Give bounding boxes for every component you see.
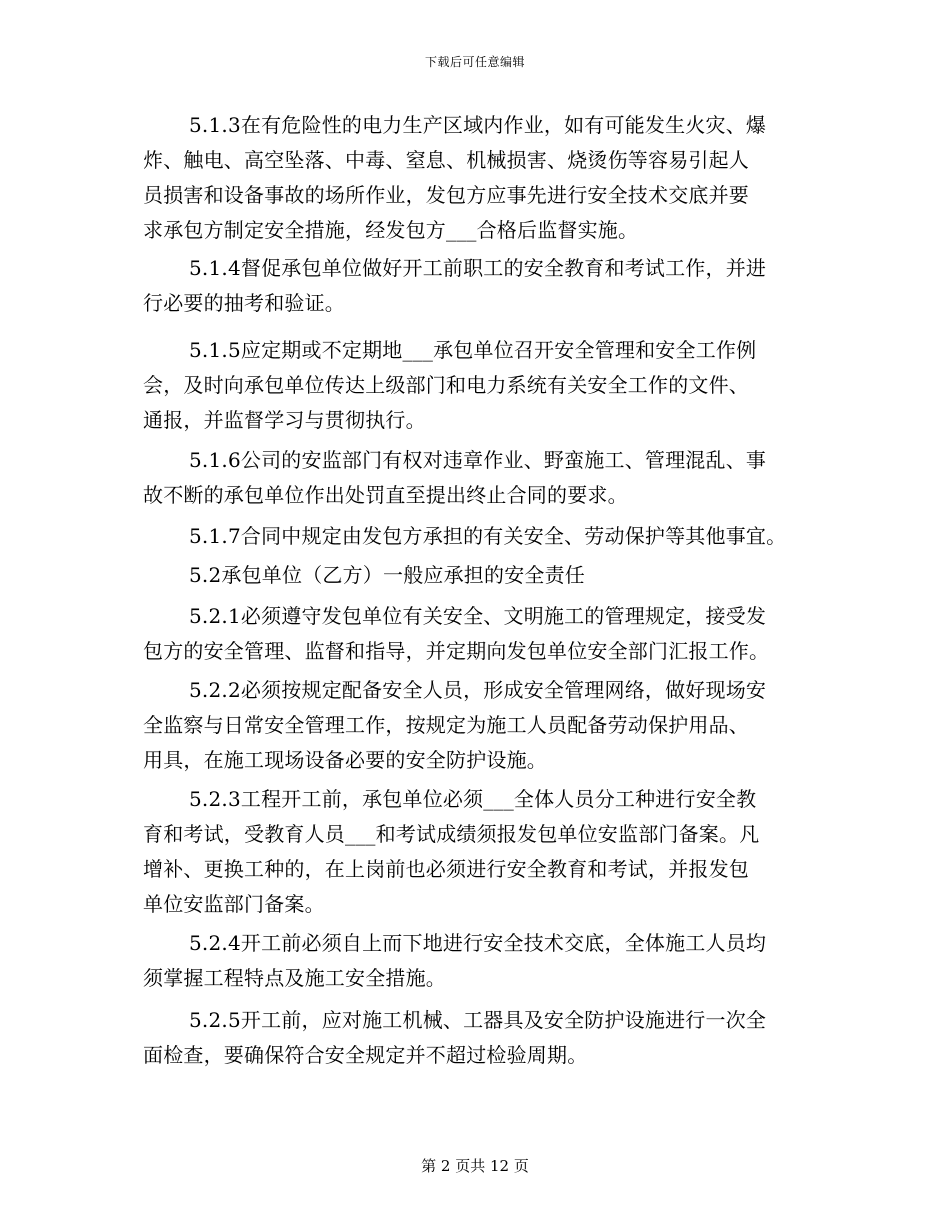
body-line: 5.2.5开工前，应对施工机械、工器具及安全防护设施进行一次全 [189,1008,767,1032]
page-number-footer: 第 2 页共 12 页 [421,1157,529,1175]
body-line: 单位安监部门备案。 [143,892,325,916]
body-line: 5.1.7合同中规定由发包方承担的有关安全、劳动保护等其他事宜。 [189,524,787,548]
body-line: 5.2.1必须遵守发包单位有关安全、文明施工的管理规定，接受发 [189,604,767,628]
body-line: 5.2.3工程开工前，承包单位必须___全体人员分工种进行安全教 [189,787,757,811]
body-line: 面检查，要确保符合安全规定并不超过检验周期。 [143,1043,588,1067]
body-line: 须掌握工程特点及施工安全措施。 [143,966,446,990]
body-line: 行必要的抽考和验证。 [143,291,345,315]
body-line: 5.1.4督促承包单位做好开工前职工的安全教育和考试工作，并进 [189,256,767,280]
body-line: 求承包方制定安全措施，经发包方___合格后监督实施。 [143,218,639,242]
body-line: 会，及时向承包单位传达上级部门和电力系统有关安全工作的文件、 [143,373,749,397]
body-line: 增补、更换工种的，在上岗前也必须进行安全教育和考试，并报发包 [143,857,749,881]
body-line: 员损害和设备事故的场所作业，发包方应事先进行安全技术交底并要 [143,183,749,207]
body-line: 5.2.4开工前必须自上而下地进行安全技术交底，全体施工人员均 [189,931,767,955]
body-line: 全监察与日常安全管理工作，按规定为施工人员配备劳动保护用品、 [143,713,749,737]
body-line: 炸、触电、高空坠落、中毒、窒息、机械损害、烧烫伤等容易引起人 [143,148,749,172]
body-line: 5.1.5应定期或不定期地___承包单位召开安全管理和安全工作例 [189,338,757,362]
body-line: 包方的安全管理、监督和指导，并定期向发包单位安全部门汇报工作。 [143,639,770,663]
body-line: 故不断的承包单位作出处罚直至提出终止合同的要求。 [143,483,628,507]
body-line: 5.2.2必须按规定配备安全人员，形成安全管理网络，做好现场安 [189,678,767,702]
body-line: 5.1.6公司的安监部门有权对违章作业、野蛮施工、管理混乱、事 [189,448,767,472]
section-heading: 5.2承包单位（乙方）一般应承担的安全责任 [189,563,586,587]
body-line: 5.1.3在有危险性的电力生产区域内作业，如有可能发生火灾、爆 [189,113,767,137]
body-line: 用具，在施工现场设备必要的安全防护设施。 [143,748,547,772]
page-header: 下载后可任意编辑 [424,55,525,69]
body-line: 通报，并监督学习与贯彻执行。 [143,408,426,432]
body-line: 育和考试，受教育人员___和考试成绩须报发包单位安监部门备案。凡 [143,822,760,846]
